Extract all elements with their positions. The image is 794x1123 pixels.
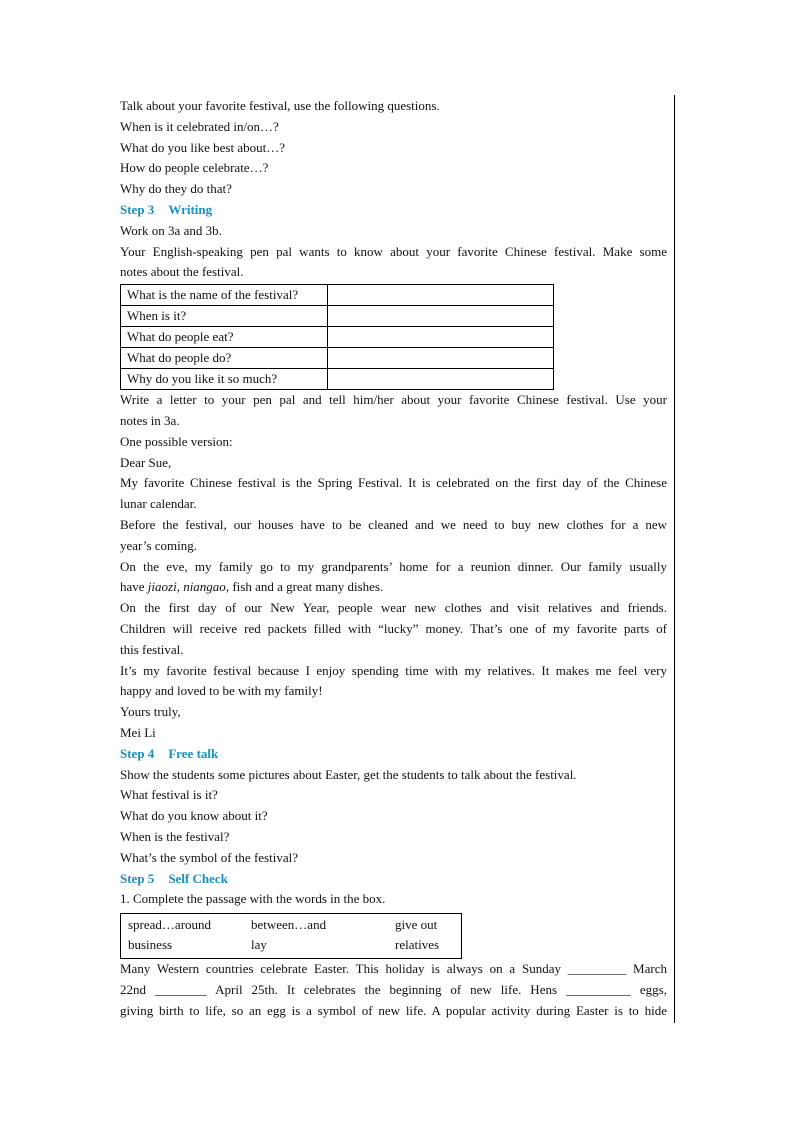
table-answer-cell[interactable] [328, 285, 554, 306]
letter-line: It’s my favorite festival because I enjoy spending time with my relatives. It makes me feel very [120, 662, 667, 678]
table-answer-cell[interactable] [328, 369, 554, 390]
letter-signature: Mei Li [120, 724, 156, 740]
word: spread…around [128, 917, 212, 933]
letter-line: year’s coming. [120, 537, 198, 553]
content-column [120, 96, 667, 1021]
question: What festival is it? [120, 787, 218, 803]
step-number: Step 4 [120, 745, 155, 761]
step-title: Writing [168, 201, 213, 217]
text-line: notes about the festival. [120, 264, 244, 280]
passage-line: giving birth to life, so an egg is a symbol of new life. A popular activity during Easter is to hide [120, 1002, 667, 1018]
step5-heading [120, 869, 667, 890]
instruction: 1. Complete the passage with the words in the box. [120, 891, 386, 907]
letter-line: On the eve, my family go to my grandparents’ home for a reunion dinner. Our family usually [120, 558, 667, 574]
letter-line: Children will receive red packets filled with “lucky” money. That’s one of my favorite parts of [120, 620, 667, 636]
text-line: Your English-speaking pen pal wants to know about your favorite Chinese festival. Make some [120, 243, 667, 259]
letter-line: this festival. [120, 641, 184, 657]
table-answer-cell[interactable] [328, 348, 554, 369]
letter-line: Before the festival, our houses have to be cleaned and we need to buy new clothes for a new [120, 516, 667, 532]
letter-greeting: Dear Sue, [120, 454, 172, 470]
text: , fish and a great many dishes. [225, 579, 384, 595]
letter-line [120, 577, 667, 598]
question: What’s the symbol of the festival? [120, 849, 298, 865]
table-question: What do people do? [121, 348, 328, 369]
letter-line: My favorite Chinese festival is the Spring Festival. It is celebrated on the first day of the Chinese [120, 475, 667, 491]
text-line: One possible version: [120, 433, 233, 449]
step-number: Step 3 [120, 201, 155, 217]
word-box [120, 913, 462, 959]
step-number: Step 5 [120, 870, 155, 886]
question: What do you know about it? [120, 808, 268, 824]
table-question: What do people eat? [121, 327, 328, 348]
question: What do you like best about…? [120, 139, 285, 155]
word: relatives [395, 937, 440, 953]
question: When is it celebrated in/on…? [120, 118, 279, 134]
text-line: notes in 3a. [120, 412, 180, 428]
letter-line: lunar calendar. [120, 496, 197, 512]
text-line: Show the students some pictures about Easter, get the students to talk about the festival. [120, 766, 577, 782]
table-row [121, 306, 554, 327]
word: business [128, 937, 173, 953]
table-row [121, 327, 554, 348]
question: Why do they do that? [120, 181, 232, 197]
table-question: Why do you like it so much? [121, 369, 328, 390]
text: have [120, 579, 148, 595]
table-answer-cell[interactable] [328, 327, 554, 348]
step-title: Free talk [168, 745, 219, 761]
letter-line: On the first day of our New Year, people wear new clothes and visit relatives and friends. [120, 600, 667, 616]
step3-heading [120, 200, 667, 221]
text-line: Write a letter to your pen pal and tell him/her about your favorite Chinese festival. Use your [120, 392, 667, 408]
notes-table [120, 284, 554, 390]
table-question: What is the name of the festival? [121, 285, 328, 306]
word: give out [395, 917, 438, 933]
passage-line: Many Western countries celebrate Easter. This holiday is always on a Sunday _________ March [120, 961, 667, 977]
passage-line: 22nd ________ April 25th. It celebrates the beginning of new life. Hens __________ eggs, [120, 981, 667, 997]
word: lay [251, 937, 267, 953]
table-row [121, 369, 554, 390]
table-answer-cell[interactable] [328, 306, 554, 327]
step-title: Self Check [168, 870, 228, 886]
italic-text: jiaozi, niangao [147, 579, 226, 595]
intro-line: Talk about your favorite festival, use the following questions. [120, 98, 440, 113]
step4-heading [120, 744, 667, 765]
text-line: Work on 3a and 3b. [120, 222, 222, 238]
question: How do people celebrate…? [120, 160, 269, 176]
table-row [121, 348, 554, 369]
margin-rule [674, 95, 675, 1023]
letter-line: happy and loved to be with my family! [120, 683, 323, 699]
table-question: When is it? [121, 306, 328, 327]
word: between…and [251, 917, 327, 933]
question: When is the festival? [120, 828, 230, 844]
letter-closing: Yours truly, [120, 704, 181, 720]
table-row [121, 285, 554, 306]
